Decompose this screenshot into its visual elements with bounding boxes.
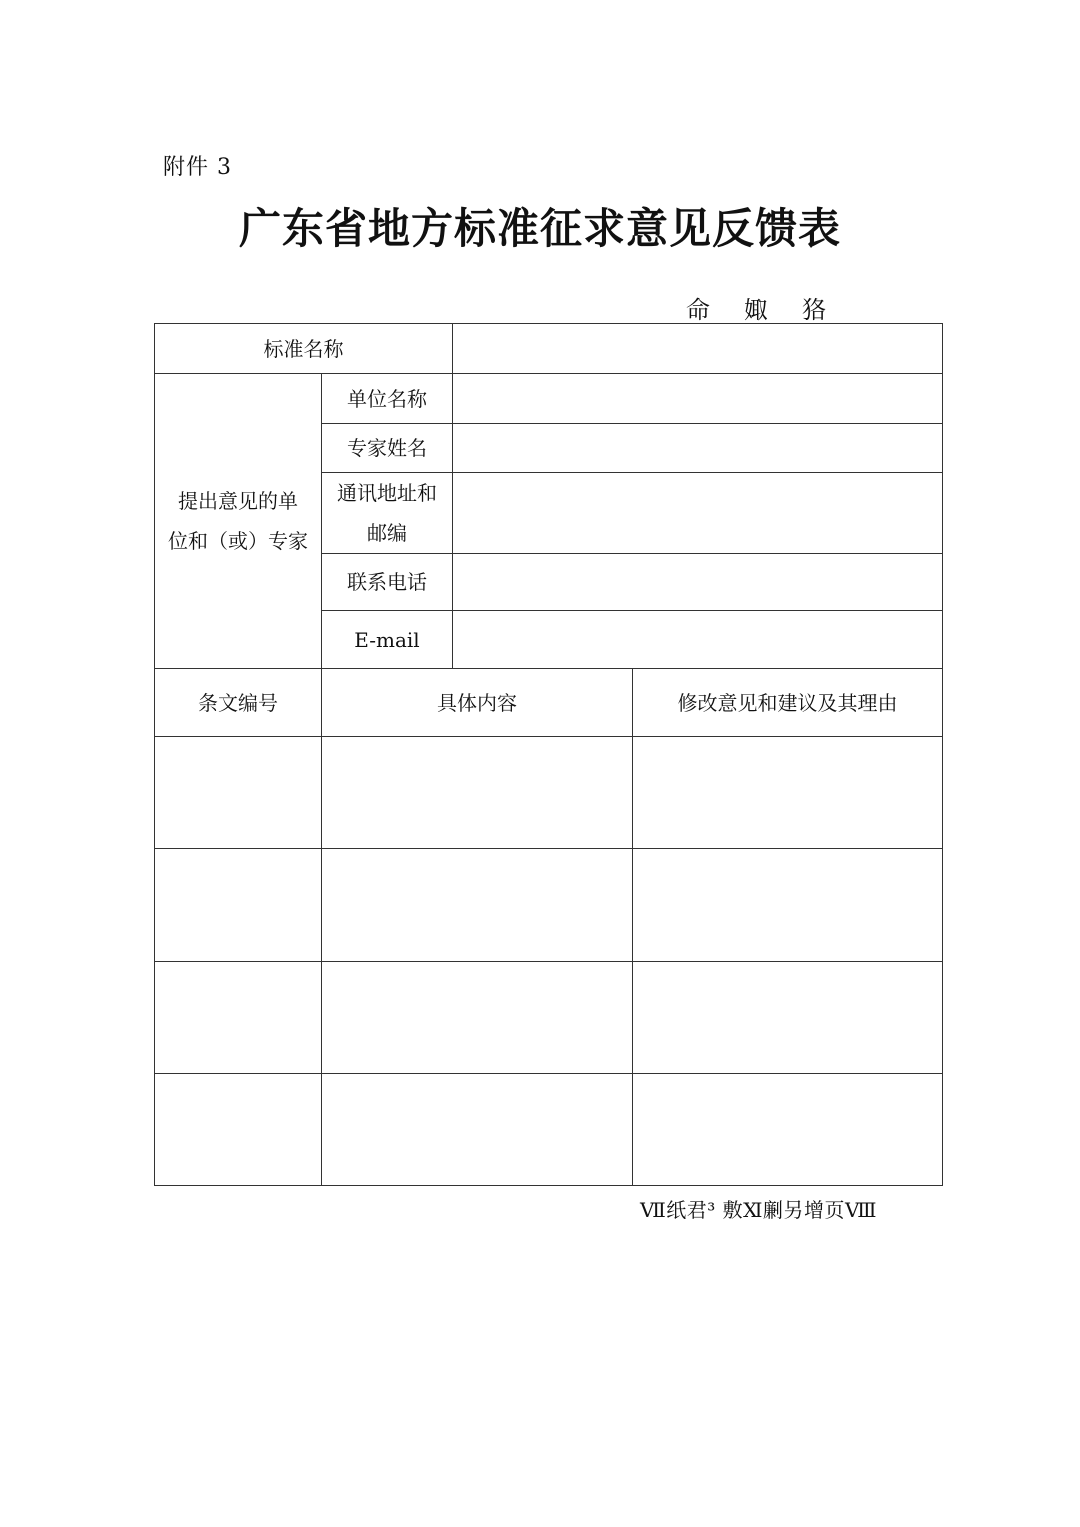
table-row [155, 737, 943, 849]
table-row [155, 962, 943, 1074]
unit-name-label: 单位名称 [322, 374, 453, 424]
address-label-line: 邮编 [367, 521, 407, 545]
clause-number-cell[interactable] [155, 737, 322, 849]
suggestion-cell[interactable] [633, 737, 943, 849]
standard-name-label: 标准名称 [155, 324, 453, 374]
content-cell[interactable] [322, 849, 633, 962]
standard-name-field[interactable] [453, 324, 943, 374]
phone-field[interactable] [453, 554, 943, 611]
column-header-clause-number: 条文编号 [155, 669, 322, 737]
table-row [155, 1074, 943, 1186]
email-field[interactable] [453, 611, 943, 669]
clause-number-cell[interactable] [155, 962, 322, 1074]
column-header-suggestion: 修改意见和建议及其理由 [633, 669, 943, 737]
suggestion-cell[interactable] [633, 849, 943, 962]
sub-mark [686, 290, 826, 325]
address-field[interactable] [453, 473, 943, 554]
attachment-label: 附件 3 [163, 155, 232, 180]
address-label-line: 通讯地址和 [337, 481, 437, 505]
page-title: 广东省地方标准征求意见反馈表 [238, 204, 841, 253]
feedback-form-table [154, 323, 943, 1186]
suggestion-cell[interactable] [633, 1074, 943, 1186]
suggestion-cell[interactable] [633, 962, 943, 1074]
phone-label: 联系电话 [322, 554, 453, 611]
content-cell[interactable] [322, 962, 633, 1074]
footer-note: Ⅶ纸君³ 敷Ⅺ劆另增页Ⅷ [640, 1198, 878, 1222]
unit-name-field[interactable] [453, 374, 943, 424]
column-header-content: 具体内容 [322, 669, 633, 737]
clause-number-cell[interactable] [155, 1074, 322, 1186]
address-label [322, 473, 453, 554]
email-label: E-mail [322, 611, 453, 669]
expert-name-label: 专家姓名 [322, 424, 453, 473]
proposer-label-line: 位和（或）专家 [168, 529, 308, 553]
proposer-label [155, 374, 322, 669]
table-row [155, 849, 943, 962]
sub-mark-char: 娵 [744, 296, 768, 324]
content-cell[interactable] [322, 737, 633, 849]
sub-mark-char: 狢 [802, 296, 826, 324]
sub-mark-char: 命 [686, 296, 710, 324]
proposer-label-line: 提出意见的单 [178, 489, 298, 513]
expert-name-field[interactable] [453, 424, 943, 473]
content-cell[interactable] [322, 1074, 633, 1186]
clause-number-cell[interactable] [155, 849, 322, 962]
